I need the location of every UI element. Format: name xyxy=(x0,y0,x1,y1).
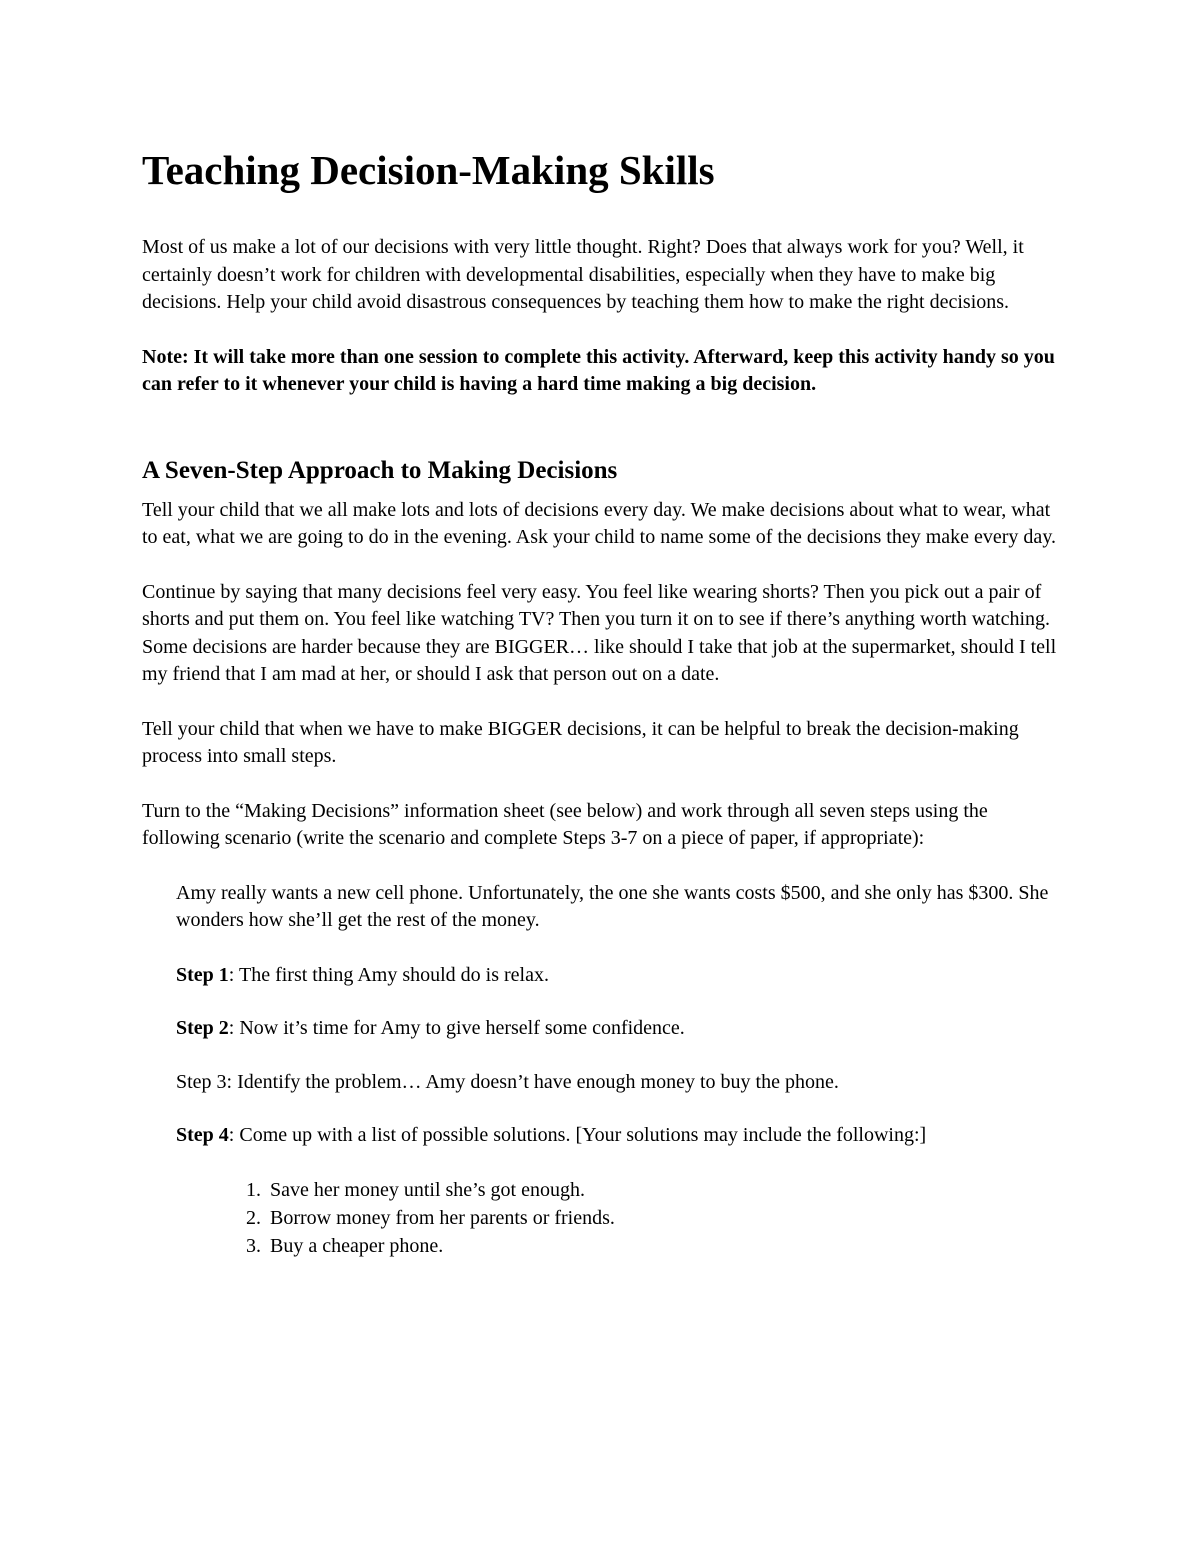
list-item-text: Borrow money from her parents or friends. xyxy=(270,1206,615,1229)
body-paragraph-3: Tell your child that when we have to make BIGGER decisions, it can be helpful to break the decision-making process into small steps. xyxy=(142,717,1019,767)
list-item xyxy=(246,1176,1062,1204)
list-item-number: 2. xyxy=(246,1206,261,1229)
step-2 xyxy=(176,1015,1062,1043)
step-2-text: : Now it’s time for Amy to give herself some confidence. xyxy=(228,1017,685,1039)
intro-paragraph: Most of us make a lot of our decisions with very little thought. Right? Does that always work for you? Well, it certainly doesn’t work for children with developmental disabilities, especially when they have to make big decisions. Help your child avoid disastrous consequences by teaching them how to make the right decisions. xyxy=(142,236,1024,313)
list-item-text: Save her money until she’s got enough. xyxy=(270,1178,585,1201)
body-paragraph-4: Turn to the “Making Decisions” information sheet (see below) and work through all seven steps using the following scenario (write the scenario and complete Steps 3-7 on a piece of paper, if appropriate): xyxy=(142,799,988,849)
note-paragraph: Note: It will take more than one session to complete this activity. Afterward, keep this activity handy so you can refer to it whenever your child is having a hard time making a big decision. xyxy=(142,345,1055,395)
list-item-number: 1. xyxy=(246,1178,261,1201)
solutions-list xyxy=(246,1176,1062,1260)
list-item xyxy=(246,1232,1062,1260)
section-heading: A Seven-Step Approach to Making Decisions xyxy=(142,456,618,484)
step-4-text: : Come up with a list of possible solutions. [Your solutions may include the following:] xyxy=(228,1124,927,1146)
document-page xyxy=(142,140,1062,1260)
list-item-text: Buy a cheaper phone. xyxy=(270,1234,444,1257)
step-1-label: Step 1 xyxy=(176,963,229,986)
scenario-paragraph: Amy really wants a new cell phone. Unfortunately, the one she wants costs $500, and she only has $300. She wonders how she’ll get the rest of the money. xyxy=(176,881,1049,931)
step-3-text: Step 3: Identify the problem… Amy doesn’t have enough money to buy the phone. xyxy=(176,1070,839,1093)
step-4 xyxy=(176,1122,1062,1150)
list-item xyxy=(246,1204,1062,1232)
step-1-text: : The first thing Amy should do is relax. xyxy=(228,963,549,986)
list-item-number: 3. xyxy=(246,1234,261,1257)
body-paragraph-2: Continue by saying that many decisions feel very easy. You feel like wearing shorts? Then you pick out a pair of shorts and put them on. You feel like watching TV? Then you turn it on to see if there’s anything worth watching. Some decisions are harder because they are BIGGER… like should I take that job at the supermarket, should I tell my friend that I am mad at her, or should I ask that person out on a date. xyxy=(142,580,1057,685)
document-title: Teaching Decision-Making Skills xyxy=(142,147,715,193)
step-4-label: Step 4 xyxy=(176,1124,229,1146)
step-3 xyxy=(176,1069,1062,1097)
body-paragraph-1: Tell your child that we all make lots and lots of decisions every day. We make decisions about what to wear, what to eat, what we are going to do in the evening. Ask your child to name some of the decisions they make every day. xyxy=(142,498,1057,548)
step-2-label: Step 2 xyxy=(176,1017,229,1039)
step-1 xyxy=(176,962,1062,990)
